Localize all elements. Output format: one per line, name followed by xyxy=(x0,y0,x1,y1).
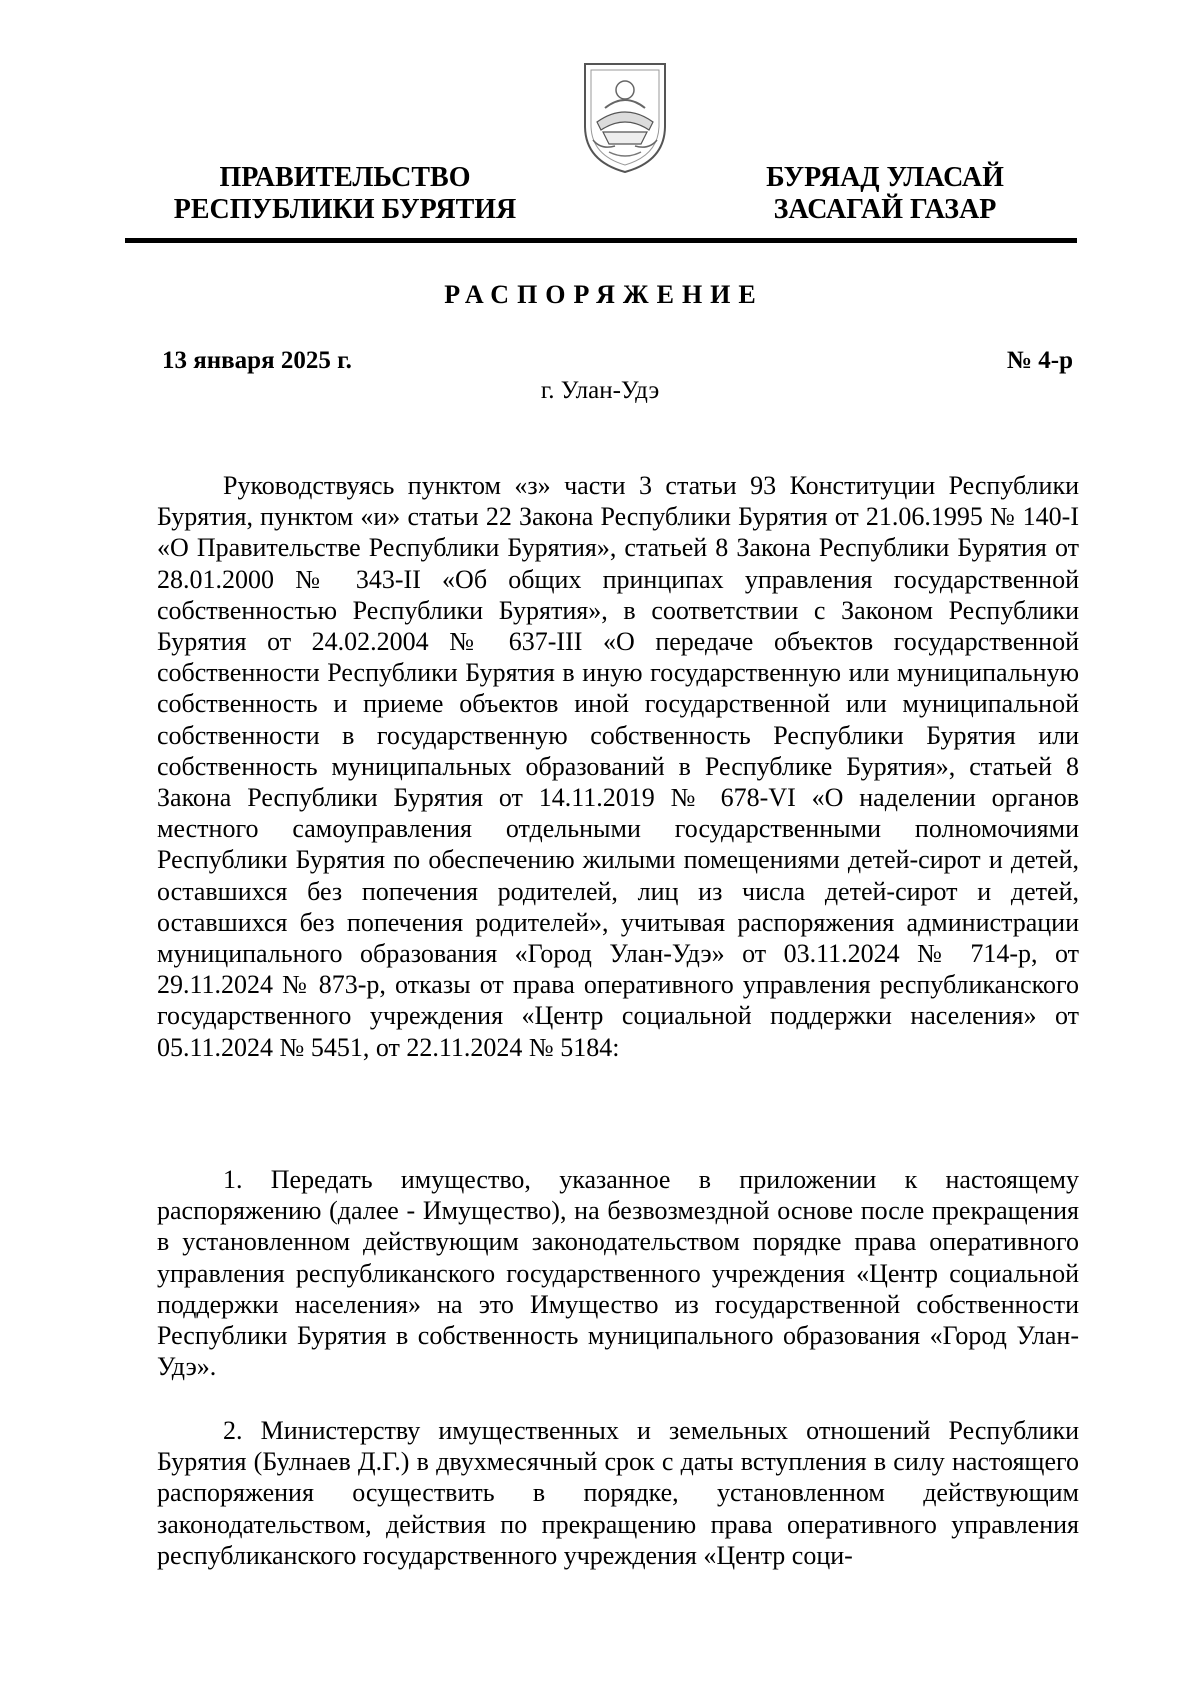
document-date: 13 января 2025 г. xyxy=(162,347,352,374)
organization-name-bua xyxy=(720,162,1050,226)
org-name-ru-line1: ПРАВИТЕЛЬСТВО xyxy=(219,162,471,193)
header-divider xyxy=(125,238,1077,243)
clause-2-paragraph: 2. Министерству имущественных и земельных отношений Республики Бурятия (Булнаев Д.Г.) в двухмесячный срок с даты вступления в силу настоящего распоряжения осуществить в порядке, установленном действующим законодательством, действия по прекращению права оперативного управления республиканского государственного учреждения «Центр соци- xyxy=(157,1416,1079,1570)
coat-of-arms-icon xyxy=(575,56,675,176)
document-type: РАСПОРЯЖЕНИЕ xyxy=(444,280,764,309)
document-city: г. Улан-Удэ xyxy=(540,377,660,404)
preamble-paragraph: Руководствуясь пунктом «з» части 3 статьи 93 Конституции Республики Бурятия, пунктом «и» статьи 22 Закона Республики Бурятия от 21.06.1995 № 140-I «О Правительстве Республики Бурятия», статьей 8 Закона Республики Бурятия от 28.01.2000 № 343-II «Об общих принципах управления государственной собственностью Республики Бурятия», в соответствии с Законом Республики Бурятия от 24.02.2004 № 637-III «О передаче объектов государственной собственности Республики Бурятия в иную государственную или муниципальную собственность и приеме объектов иной государственной или муниципальной собственности в государственную собственность Республики Бурятия или собственность муниципальных образований в Республике Бурятия», статьей 8 Закона Республики Бурятия от 14.11.2019 № 678-VI «О наделении органов местного самоуправления отдельными государственными полномочиями Республики Бурятия по обеспечению жилыми помещениями детей-сирот и детей, оставшихся без попечения родителей, лиц из числа детей-сирот и детей, оставшихся без попечения родителей», учитывая распоряжения администрации муниципального образования «Город Улан-Удэ» от 03.11.2024 № 714-р, от 29.11.2024 № 873-р, отказы от права оперативного управления республиканского государственного учреждения «Центр социальной поддержки населения» от 05.11.2024 № 5451, от 22.11.2024 № 5184: xyxy=(157,471,1079,1062)
org-name-bua-line1: БУРЯАД УЛАСАЙ xyxy=(766,162,1004,193)
clause-1-paragraph: 1. Передать имущество, указанное в приложении к настоящему распоряжению (далее - Имущество), на безвозмездной основе после прекращения в установленном действующим законодательством порядке права оперативного управления республиканского государственного учреждения «Центр социальной поддержки населения» на это Имущество из государственной собственности Республики Бурятия в собственность муниципального образования «Город Улан-Удэ». xyxy=(157,1165,1079,1382)
org-name-bua-line2: ЗАСАГАЙ ГАЗАР xyxy=(773,194,997,225)
document-number: № 4-р xyxy=(1006,347,1073,374)
organization-name-ru xyxy=(130,162,560,226)
org-name-ru-line2: РЕСПУБЛИКИ БУРЯТИЯ xyxy=(173,194,517,225)
